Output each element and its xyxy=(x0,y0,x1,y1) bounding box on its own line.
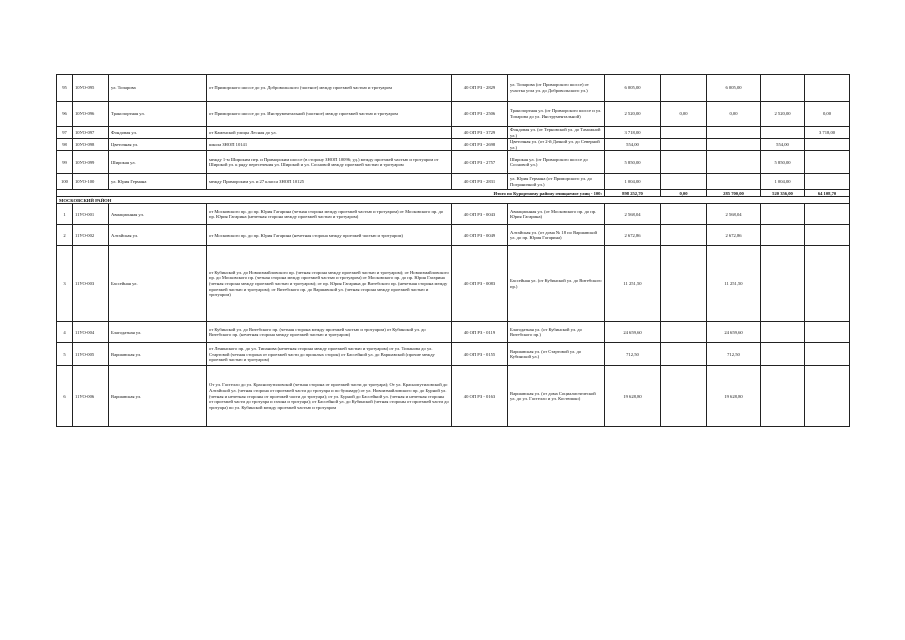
cell-b: 712,50 xyxy=(707,343,761,366)
cell-name: Широкая ул. xyxy=(109,151,207,174)
cell-a xyxy=(661,127,707,139)
cell-a xyxy=(661,174,707,190)
cell-code: 10УО-100 xyxy=(73,174,109,190)
cell-desc: от Приморского шоссе до ул. Инструментальной (частное) между проезжей частью и тротуаром xyxy=(207,102,452,127)
cell-seg: Авиационная ул. (от Московского пр. до пр. Юрия Гагарина) xyxy=(508,204,605,225)
cell-c: 5 850,00 xyxy=(761,151,805,174)
table-row xyxy=(57,343,850,366)
cell-reg: 40 ОП РЗ - 2698 xyxy=(452,139,508,151)
cell-name: Авиационная ул. xyxy=(109,204,207,225)
cell-code: 11УО-006 xyxy=(73,366,109,427)
cell-len: 11 251,50 xyxy=(605,246,661,322)
table-row xyxy=(57,246,850,322)
cell-n: 97 xyxy=(57,127,73,139)
table-body-bottom xyxy=(57,204,850,427)
total-len: 898 252,70 xyxy=(605,190,661,197)
cell-c: 2 520,00 xyxy=(761,102,805,127)
cell-seg: Благодатная ул. (от Кубинской ул. до Витебского пр.) xyxy=(508,322,605,343)
cell-name: Цветочная ул. xyxy=(109,139,207,151)
cell-reg: 40 ОП РЗ - 0119 xyxy=(452,322,508,343)
cell-reg: 40 ОП РЗ - 3729 xyxy=(452,127,508,139)
table-body-top xyxy=(57,75,850,190)
cell-name: Алтайская ул. xyxy=(109,225,207,246)
cell-reg: 40 ОП РЗ - 2829 xyxy=(452,75,508,102)
cell-b xyxy=(707,139,761,151)
cell-d xyxy=(805,204,850,225)
cell-d xyxy=(805,139,850,151)
cell-c: 554,00 xyxy=(761,139,805,151)
cell-len: 1 004,00 xyxy=(605,174,661,190)
cell-seg: Варшавская ул. (от Стартовой ул. до Кубинской ул.) xyxy=(508,343,605,366)
cell-code: 10УО-098 xyxy=(73,139,109,151)
table-row xyxy=(57,75,850,102)
cell-n: 100 xyxy=(57,174,73,190)
cell-name: ул. Юрия Германа xyxy=(109,174,207,190)
cell-a xyxy=(661,204,707,225)
cell-code: 11УО-001 xyxy=(73,204,109,225)
cell-d xyxy=(805,366,850,427)
cell-reg: 40 ОП РЗ - 2831 xyxy=(452,174,508,190)
cell-len: 2 672,86 xyxy=(605,225,661,246)
cell-c xyxy=(761,246,805,322)
cell-len: 554,00 xyxy=(605,139,661,151)
cell-d xyxy=(805,75,850,102)
cell-desc: школа ЗНОП 10141 xyxy=(207,139,452,151)
cell-code: 11УО-004 xyxy=(73,322,109,343)
data-table xyxy=(56,74,850,427)
cell-n: 95 xyxy=(57,75,73,102)
cell-len: 3 718,00 xyxy=(605,127,661,139)
total-a: 0,00 xyxy=(661,190,707,197)
table-row xyxy=(57,127,850,139)
total-label: Итого по Курортному району очищаемое улиц - 100: xyxy=(57,190,605,197)
cell-seg: Варшавская ул. (от дома Социалистической ул. до ул. Гастелло и ул. Костюшко) xyxy=(508,366,605,427)
cell-c xyxy=(761,225,805,246)
table-row xyxy=(57,322,850,343)
cell-a xyxy=(661,225,707,246)
cell-a xyxy=(661,139,707,151)
cell-a xyxy=(661,246,707,322)
cell-c xyxy=(761,75,805,102)
cell-len: 19 628,80 xyxy=(605,366,661,427)
cell-n: 6 xyxy=(57,366,73,427)
cell-seg: Цветочная ул. (от 2-й Дачной ул. до Северной ул.) xyxy=(508,139,605,151)
cell-desc: от Каменской улицы Лесная до ул. xyxy=(207,127,452,139)
total-b: 285 700,00 xyxy=(707,190,761,197)
table-row xyxy=(57,204,850,225)
cell-reg: 40 ОП РЗ - 2757 xyxy=(452,151,508,174)
cell-name: Варшавская ул. xyxy=(109,366,207,427)
cell-d xyxy=(805,343,850,366)
cell-name: Фондовая ул. xyxy=(109,127,207,139)
section-row xyxy=(57,197,850,204)
cell-b: 24 659,60 xyxy=(707,322,761,343)
cell-reg: 40 ОП РЗ - 0083 xyxy=(452,246,508,322)
table-row xyxy=(57,151,850,174)
cell-code: 11УО-005 xyxy=(73,343,109,366)
cell-reg: 40 ОП РЗ - 0049 xyxy=(452,225,508,246)
cell-len: 6 005,00 xyxy=(605,75,661,102)
cell-n: 1 xyxy=(57,204,73,225)
cell-a xyxy=(661,75,707,102)
total-section xyxy=(57,190,850,204)
cell-len: 5 850,00 xyxy=(605,151,661,174)
cell-len: 2 568,04 xyxy=(605,204,661,225)
cell-seg: Широкая ул. (от Приморского шоссе до Сосновой ул.) xyxy=(508,151,605,174)
cell-n: 5 xyxy=(57,343,73,366)
cell-b: 11 251,50 xyxy=(707,246,761,322)
cell-a xyxy=(661,366,707,427)
table-row xyxy=(57,225,850,246)
cell-b: 6 005,00 xyxy=(707,75,761,102)
cell-code: 10УО-099 xyxy=(73,151,109,174)
cell-seg: Бассейная ул. (от Кубинской ул. до Витебского пр.) xyxy=(508,246,605,322)
cell-d: 3 718,00 xyxy=(805,127,850,139)
cell-seg: Фондовая ул. (от Терновской ул. до Таможной ул.) xyxy=(508,127,605,139)
cell-a xyxy=(661,151,707,174)
cell-desc: от Кубинской ул. до Новоизмайловского пр. (четная сторона между проезжей частью и тротуаром); от Новоизмайловского пр. до Московского пр. (четная сторона между проезжей частью и тротуаром) от Московского пр. до пр. Юрия Гагарина (четная сторона между проезжей частью и тротуаром); от пр. Юрия Гагарина до Витебского пр. (нечетная сторона между проезжей частью и тротуаром); от Витебского пр. до Варшавской ул. (четная сторона между проезжей частью и тротуаром) xyxy=(207,246,452,322)
cell-desc: между Приморским ул. и 27 класса ЗНОП 10125 xyxy=(207,174,452,190)
cell-desc: от Ленинского пр. до ул. Типанова (нечетная сторона между проезжей частью и тротуаром) от ул. Типанова до ул. Стартовой (четная сторона от проезжей части до прошлых сторон) от Бассейной ул. до Варшавской (прочие между проезжей частью и тротуаром) xyxy=(207,343,452,366)
cell-desc: от Московского пр. до пр. Юрия Гагарина (нечетная сторона между проезжей частью и тротуаром) xyxy=(207,225,452,246)
cell-d xyxy=(805,174,850,190)
cell-c xyxy=(761,322,805,343)
cell-n: 99 xyxy=(57,151,73,174)
cell-c: 1 004,00 xyxy=(761,174,805,190)
cell-len: 712,50 xyxy=(605,343,661,366)
total-c: 520 356,00 xyxy=(761,190,805,197)
cell-n: 98 xyxy=(57,139,73,151)
cell-c xyxy=(761,127,805,139)
cell-b: 0,00 xyxy=(707,102,761,127)
cell-desc: от Кубинской ул. до Витебского пр. (четная сторона между проезжей частью и тротуаром) от Кубинской ул. до Витебского пр. (нечетная сторона между проезжей частью и тротуаром) xyxy=(207,322,452,343)
cell-desc: между 1-м Широким пер. и Приморским шоссе (в сторону ЗНОП 10096; уд.) между проезжей частью и тротуаром от Широкой ул. к ряду пересечения ул. Широкой и ул. Сосновой между проезжей частью и тротуаром xyxy=(207,151,452,174)
cell-a xyxy=(661,343,707,366)
cell-reg: 40 ОП РЗ - 2506 xyxy=(452,102,508,127)
cell-seg: ул. Топарова (от Приморского шоссе) от участка угла ул. до Добровольского ул.) xyxy=(508,75,605,102)
cell-len: 2 520,00 xyxy=(605,102,661,127)
cell-code: 11УО-002 xyxy=(73,225,109,246)
cell-seg: Транспортная ул. (от Приморского шоссе и ул. Топарова до ул. Инструментальной) xyxy=(508,102,605,127)
cell-c xyxy=(761,204,805,225)
table-row xyxy=(57,139,850,151)
table-row xyxy=(57,174,850,190)
cell-b xyxy=(707,127,761,139)
cell-desc: от Московского пр. до пр. Юрия Гагарина (четная сторона между проезжей частью и тротуаром) от Московского пр. до пр. Юрия Гагарина (нечетная сторона между проезжей частью и тротуаром) xyxy=(207,204,452,225)
section-title: МОСКОВСКИЙ РАЙОН xyxy=(57,197,850,204)
cell-desc: от Приморского шоссе до ул. Добровольского (частное) между проезжей частью и тротуаром xyxy=(207,75,452,102)
cell-reg: 40 ОП РЗ - 0043 xyxy=(452,204,508,225)
cell-d xyxy=(805,322,850,343)
cell-code: 11УО-003 xyxy=(73,246,109,322)
cell-b: 2 672,86 xyxy=(707,225,761,246)
cell-a xyxy=(661,322,707,343)
cell-n: 3 xyxy=(57,246,73,322)
cell-b: 19 628,80 xyxy=(707,366,761,427)
cell-code: 10УО-096 xyxy=(73,102,109,127)
cell-code: 10УО-095 xyxy=(73,75,109,102)
cell-n: 96 xyxy=(57,102,73,127)
cell-name: Бассейная ул. xyxy=(109,246,207,322)
cell-seg: ул. Юрия Германа (от Приморского ул. до Пограничной ул.) xyxy=(508,174,605,190)
cell-a: 0,00 xyxy=(661,102,707,127)
cell-b xyxy=(707,174,761,190)
total-d: 64 108,70 xyxy=(805,190,850,197)
cell-n: 2 xyxy=(57,225,73,246)
cell-d: 0,00 xyxy=(805,102,850,127)
cell-c xyxy=(761,366,805,427)
cell-desc: От ул. Гастелло до ул. Краснопутиловской (четная сторона от проезжей части до тротуара); От ул. Краснопутиловской до Алтайской ул. (четная сторона от проезжей части до тротуара и по бульвару) от ул. Новоизмайловского пр. до Бурной ул. (четная и нечетная стороны от проезжей части до тротуара); от ул. Бурной до Бассейной ул. (четная и нечетная стороны от проезжей части до тротуара и газона и тротуара); от Бассейной ул. до Кубинской (четная стороны от проезжей части до тротуара) по ул. Кубинской между проезжей частью и тротуаром xyxy=(207,366,452,427)
cell-reg: 40 ОП РЗ - 0163 xyxy=(452,366,508,427)
cell-d xyxy=(805,151,850,174)
cell-name: ул. Топарова xyxy=(109,75,207,102)
cell-seg: Алтайская ул. (от дома № 18 по Варшавской ул. до пр. Юрия Гагарина) xyxy=(508,225,605,246)
cell-len: 24 659,60 xyxy=(605,322,661,343)
table-row xyxy=(57,366,850,427)
cell-d xyxy=(805,246,850,322)
cell-reg: 40 ОП РЗ - 0155 xyxy=(452,343,508,366)
cell-name: Благодатная ул. xyxy=(109,322,207,343)
cell-code: 10УО-097 xyxy=(73,127,109,139)
cell-n: 4 xyxy=(57,322,73,343)
cell-b xyxy=(707,151,761,174)
cell-d xyxy=(805,225,850,246)
total-row xyxy=(57,190,850,197)
cell-name: Варшавская ул. xyxy=(109,343,207,366)
table-row xyxy=(57,102,850,127)
cell-name: Транспортная ул. xyxy=(109,102,207,127)
cell-b: 2 568,04 xyxy=(707,204,761,225)
cell-c xyxy=(761,343,805,366)
